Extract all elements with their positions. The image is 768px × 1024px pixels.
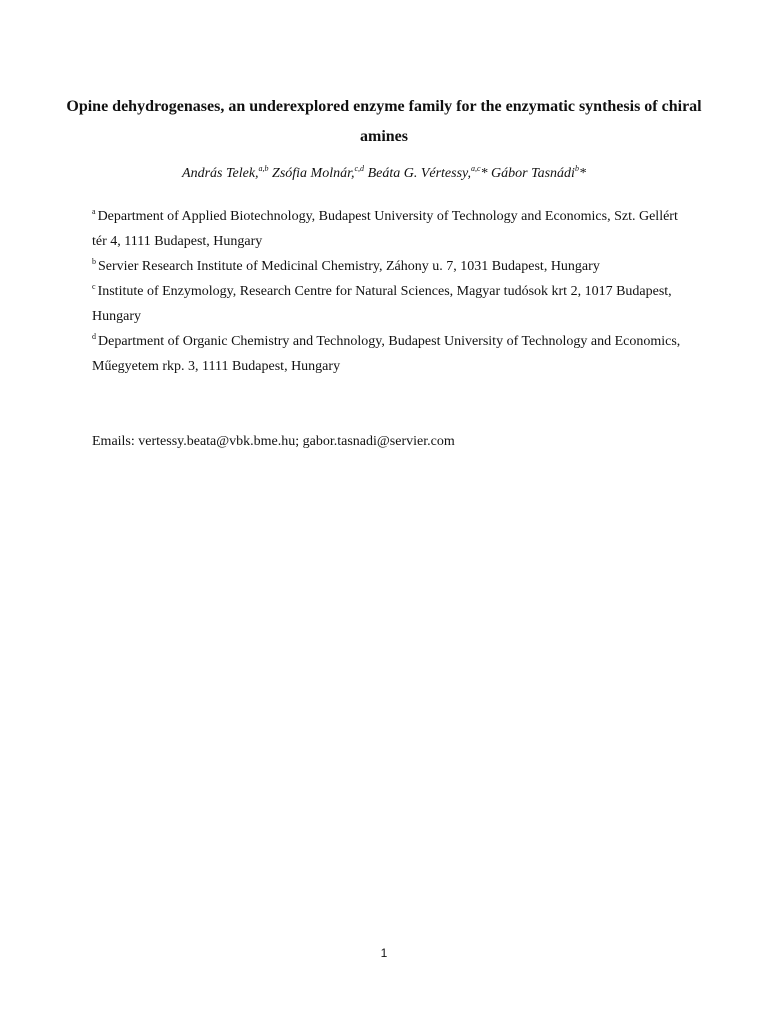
affiliation-label: b bbox=[92, 257, 96, 266]
author-name: Zsófia Molnár, bbox=[272, 166, 355, 181]
author-name: Gábor Tasnádi bbox=[491, 166, 575, 181]
author-affiliation-mark: b bbox=[574, 164, 579, 173]
corresponding-author-mark: * bbox=[480, 166, 488, 181]
affiliation-text: Servier Research Institute of Medicinal Chemistry, Záhony u. 7, 1031 Budapest, Hungary bbox=[98, 259, 600, 274]
author-name: András Telek, bbox=[182, 166, 259, 181]
affiliation-text: Institute of Enzymology, Research Centre for Natural Sciences, Magyar tudósok krt 2, 1017 Budapest, Hungary bbox=[92, 284, 672, 324]
affiliation-text: Department of Applied Biotechnology, Budapest University of Technology and Economics, Szt. Gellért tér 4, 1111 Budapest, Hungary bbox=[92, 209, 678, 249]
paper-title: Opine dehydrogenases, an underexplored enzyme family for the enzymatic synthesis of chiral amines bbox=[66, 98, 702, 145]
affiliation-label: d bbox=[92, 332, 96, 341]
affiliation bbox=[92, 254, 684, 279]
affiliation bbox=[92, 279, 684, 329]
affiliation bbox=[92, 204, 684, 254]
affiliation-label: a bbox=[92, 207, 96, 216]
affiliation-list bbox=[92, 204, 684, 379]
author-affiliation-mark: a,c bbox=[470, 164, 481, 173]
author-affiliation-mark: a,b bbox=[258, 164, 269, 173]
affiliation bbox=[92, 329, 684, 379]
author-name: Beáta G. Vértessy, bbox=[367, 166, 471, 181]
affiliation-text: Department of Organic Chemistry and Technology, Budapest University of Technology and Economics, Műegyetem rkp. 3, 1111 Budapest, Hungary bbox=[92, 334, 681, 374]
affiliation-label: c bbox=[92, 282, 96, 291]
contact-emails: Emails: vertessy.beata@vbk.bme.hu; gabor.tasnadi@servier.com bbox=[92, 434, 455, 449]
corresponding-author-mark: * bbox=[578, 166, 586, 181]
author-list bbox=[60, 164, 708, 184]
page-number: 1 bbox=[380, 946, 388, 960]
author-affiliation-mark: c,d bbox=[354, 164, 365, 173]
